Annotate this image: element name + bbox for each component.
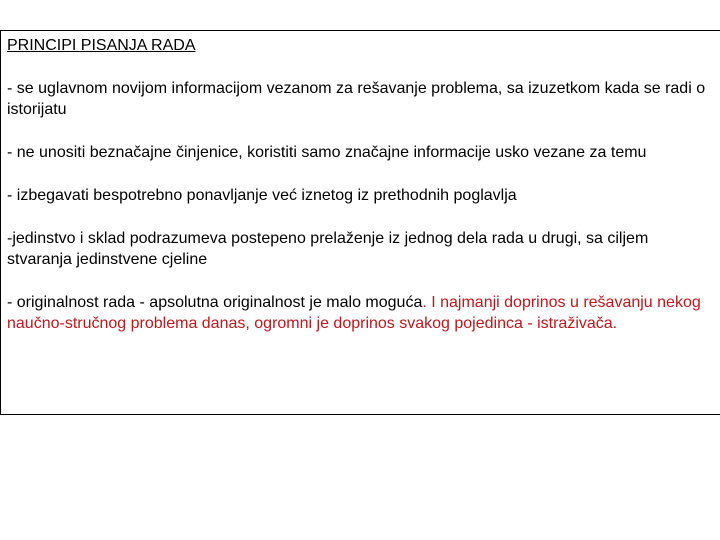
paragraph-3: - izbegavati bespotrebno ponavljanje već iznetog iz prethodnih poglavlja <box>7 187 517 204</box>
slide-content <box>7 35 707 356</box>
paragraph-5-highlight: . I najmanji doprinos u rešavanju nekog naučno-stručnog problema danas, ogromni je doprinos svakog pojedinca - istraživača. <box>7 294 701 332</box>
paragraph-2: - ne unositi beznačajne činjenice, koristiti samo značajne informacije usko vezane za temu <box>7 144 647 161</box>
paragraph-5-text: - originalnost rada - apsolutna originalnost je malo moguća <box>7 294 423 311</box>
slide-title: PRINCIPI PISANJA RADA <box>7 37 196 54</box>
paragraph-1: - se uglavnom novijom informacijom vezanom za rešavanje problema, sa izuzetkom kada se radi o istorijatu <box>7 80 706 118</box>
paragraph-5 <box>7 292 707 334</box>
paragraph-4: -jedinstvo i sklad podrazumeva postepeno prelaženje iz jednog dela rada u drugi, sa ciljem stvaranja jedinstvene cjeline <box>7 230 649 268</box>
